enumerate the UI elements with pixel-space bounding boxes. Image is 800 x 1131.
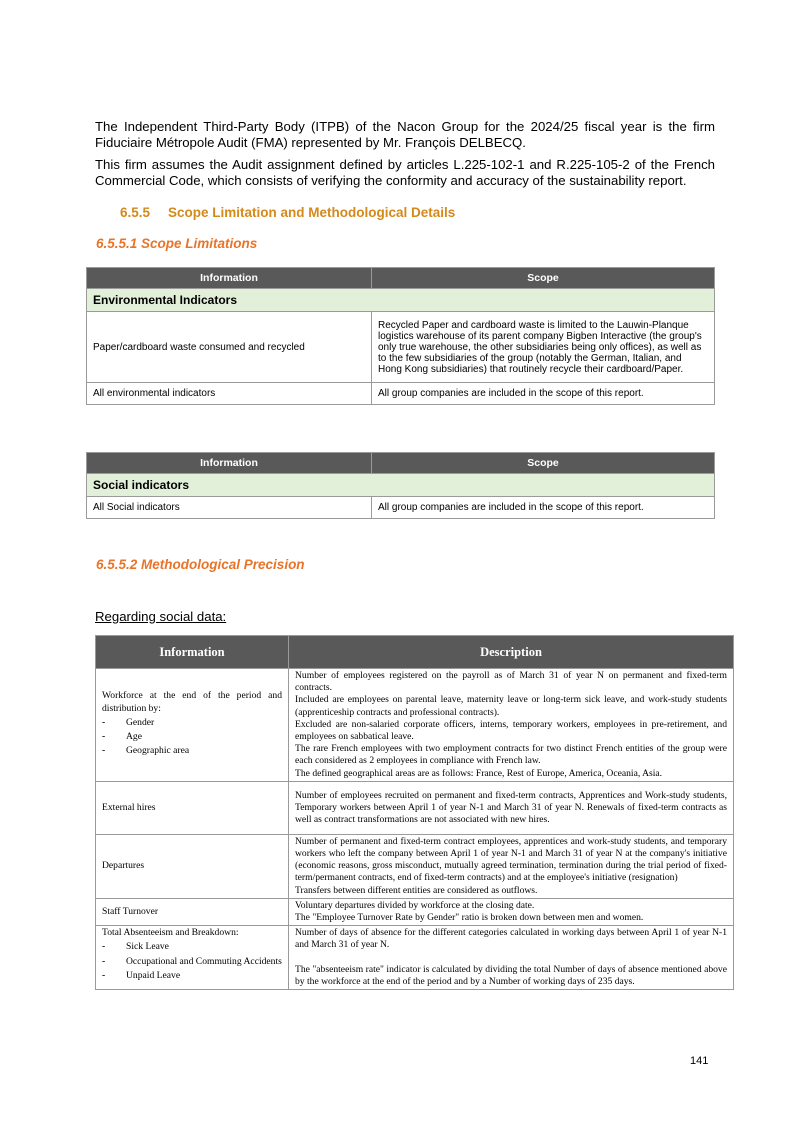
subsection-heading-scope: 6.5.5.1 Scope Limitations (96, 236, 258, 251)
row-label: Staff Turnover (96, 898, 289, 925)
absenteeism-info-cell (96, 926, 289, 990)
subsection-heading-methodology: 6.5.5.2 Methodological Precision (96, 557, 305, 572)
table-row (96, 781, 734, 834)
column-header-description: Description (289, 636, 734, 669)
table-row (96, 669, 734, 782)
bullet-item: - Occupational and Commuting Accidents (102, 955, 282, 967)
environmental-scope-table (86, 267, 715, 405)
column-header-scope: Scope (372, 268, 715, 289)
page-number: 141 (690, 1055, 709, 1067)
workforce-info-cell (96, 669, 289, 782)
social-data-heading: Regarding social data: (95, 609, 227, 624)
column-header-information: Information (96, 636, 289, 669)
bullet-item: - Gender (102, 716, 155, 728)
table-cell-scope: All group companies are included in the scope of this report. (372, 497, 715, 519)
table-cell-info: All environmental indicators (87, 383, 372, 405)
table-cell-scope: Recycled Paper and cardboard waste is limited to the Lauwin-Planque logistics warehouse of its parent company Bigben Interactive (the group's only true warehouse, the other subsidiaries being only offices), as well as to the few subsidiaries of the group (notably the German, Italian, and Hong Kong subsidiaries) that routinely recycle their cardboard/Paper. (372, 312, 715, 383)
workforce-description-cell: Number of employees registered on the payroll as of March 31 of year N on permanent and fixed-term contracts. Included are employees on parental leave, maternity leave or long-term sick leave, and work-study students (apprenticeship contracts and professional contracts). Excluded are non-salaried corporate officers, interns, temporary workers, employees in pre-retirement, and employees on sabbatical leave. The rare French employees with two employment contracts for two distinct French entities of the group were each considered as 2 employees in compliance with French law. The defined geographical areas are as follows: France, Rest of Europe, America, Oceania, Asia. (289, 669, 734, 782)
column-header-information: Information (87, 268, 372, 289)
bullet-item: - Age (102, 731, 142, 743)
section-heading (120, 205, 455, 220)
row-label: Total Absenteeism and Breakdown: (102, 927, 239, 939)
methodology-table (95, 635, 734, 990)
table-row (96, 834, 734, 898)
hires-description-cell: Number of employees recruited on permanent and fixed-term contracts, Apprentices and Work-study students, Temporary workers between April 1 of year N-1 and March 31 of year N. Renewals of fixed-term contracts as well as contract transformations are not associated with new hires. (289, 781, 734, 834)
turnover-description-cell: Voluntary departures divided by workforce at the closing date. The "Employee Turnover Rate by Gender" ratio is broken down between men and women. (289, 898, 734, 925)
category-row-social: Social indicators (87, 474, 715, 497)
table-cell-info: Paper/cardboard waste consumed and recycled (87, 312, 372, 383)
intro-paragraph-1: The Independent Third-Party Body (ITPB) of the Nacon Group for the 2024/25 fiscal year is the firm Fiduciaire Métropole Audit (FMA) represented by Mr. François DELBECQ. (95, 119, 715, 150)
absenteeism-description-cell: Number of days of absence for the different categories calculated in working days between April 1 of year N-1 and March 31 of year N. The "absenteeism rate" indicator is calculated by dividing the total Number of days of absence mentioned above by the workforce at the end of the period and by a Number of working days of 235 days. (289, 926, 734, 990)
bullet-item: - Geographic area (102, 745, 190, 757)
column-header-information: Information (87, 453, 372, 474)
bullet-item: - Unpaid Leave (102, 969, 181, 981)
row-label: Workforce at the end of the period and distribution by: (102, 690, 282, 714)
intro-paragraph-2: This firm assumes the Audit assignment defined by articles L.225-102-1 and R.225-105-2 of the French Commercial Code, which consists of verifying the conformity and accuracy of the sustainability report. (95, 157, 715, 188)
departures-description-cell: Number of permanent and fixed-term contract employees, apprentices and work-study students, and temporary workers who left the company between April 1 of year N-1 and March 31 of year N at the company's initiative (economic reasons, gross misconduct, mutually agreed termination, termination during the trial period of fixed-term/permanent contracts, end of fixed-term contracts) and at the employee's initiative (resignation) Transfers between different entities are considered as outflows. (289, 834, 734, 898)
row-label: Departures (96, 834, 289, 898)
table-row (96, 926, 734, 990)
section-number: 6.5.5 (120, 205, 151, 220)
row-label: External hires (96, 781, 289, 834)
social-scope-table (86, 452, 715, 519)
table-cell-info: All Social indicators (87, 497, 372, 519)
section-title: Scope Limitation and Methodological Details (168, 205, 456, 220)
table-row (96, 898, 734, 925)
bullet-item: - Sick Leave (102, 941, 169, 953)
table-cell-scope: All group companies are included in the scope of this report. (372, 383, 715, 405)
category-row-environmental: Environmental Indicators (87, 289, 715, 312)
column-header-scope: Scope (372, 453, 715, 474)
